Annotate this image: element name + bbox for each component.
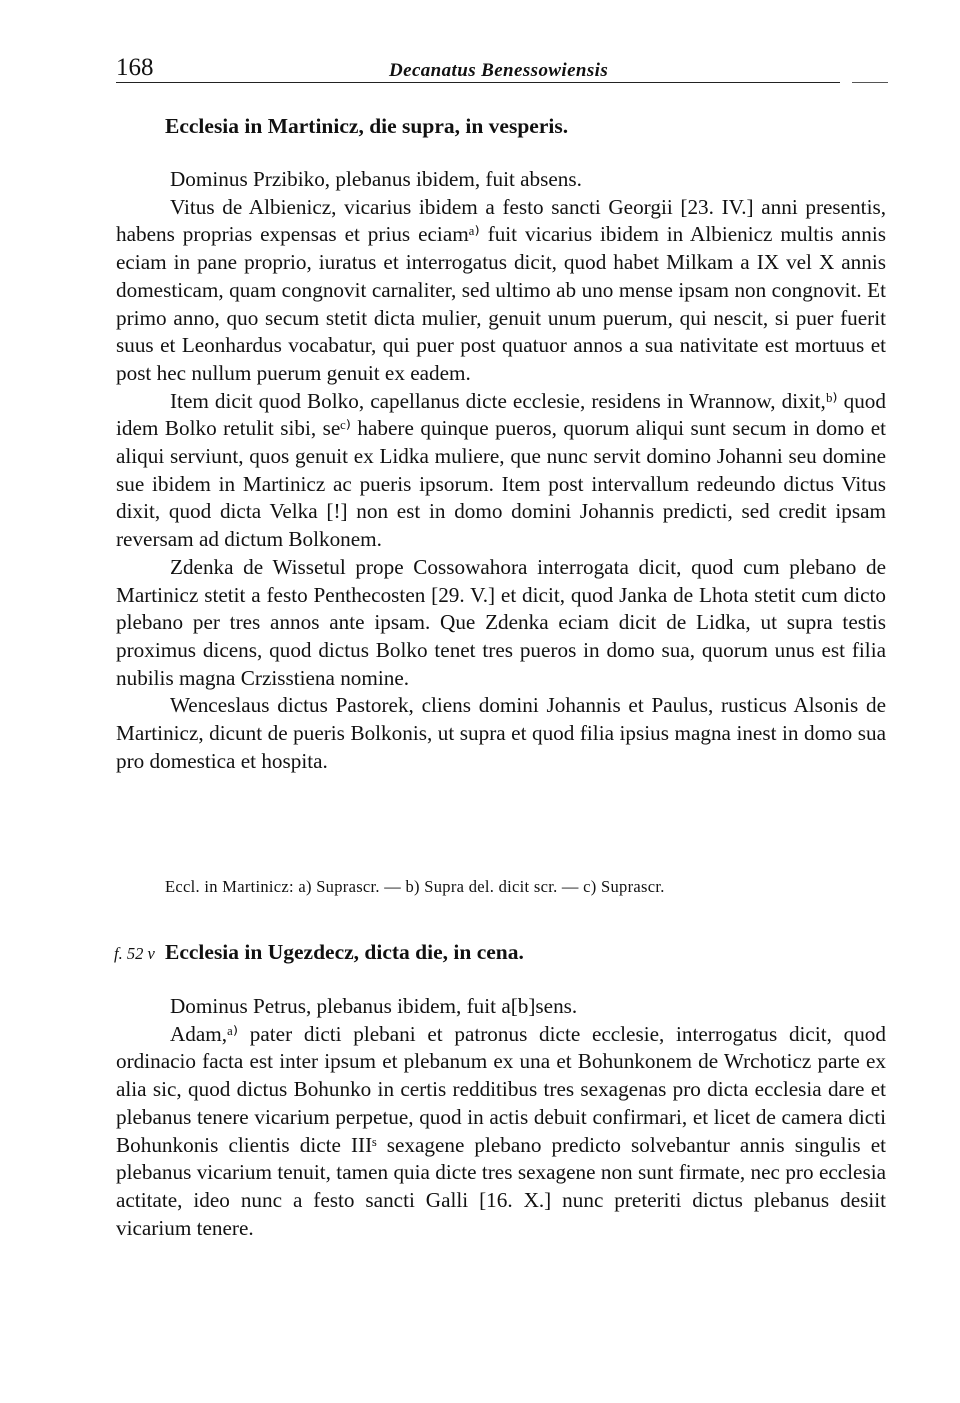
running-title: Decanatus Benessowiensis: [389, 60, 609, 81]
folio-margin-reference: f. 52 v: [114, 944, 155, 963]
header-rule: [116, 82, 840, 83]
section-heading-martinicz: Ecclesia in Martinicz, die supra, in vesperis.: [165, 114, 569, 138]
header-rule-tail: [852, 82, 888, 83]
footnote-apparatus: Eccl. in Martinicz: a) Suprascr. — b) Supra del. dicit scr. — c) Suprascr.: [165, 877, 665, 896]
paragraph: Adam,ᵃ⁾ pater dicti plebani et patronus dicte ecclesie, interrogatus dicit, quod ordinacio facta est inter ipsum et plebanum ex una et Bohunkonem de Wrchoticz parte ex alia sic, quod dictus Bohunko in certis redditibus tres sexagenas pro dicta ecclesia dare et plebanus tenere vicarium perpetue, quod in actis debuit confirmari, et licet de camera dicti Bohunkonis clientis dicte IIIˢ sexagene plebano predicto solvebantur annis singulis et plebanus vicarium tenuit, tamen quia dicte tres sexagene non sunt firmate, nec pro ecclesia actitate, ideo nunc a festo sancti Galli [16. X.] nunc preteriti dictus plebanus desiit vicarium tenere.: [116, 1021, 886, 1240]
paragraph: Vitus de Albienicz, vicarius ibidem a festo sancti Georgii [23. IV.] anni presentis, habens proprias expensas et prius eciamᵃ⁾ fuit vicarius ibidem in Albienicz multis annis eciam in pane proprio, iuratus et interrogatus dicit, quod habet Milkam a IX vel X annis domesticam, quam congnovit carnaliter, sed ultimo ab uno mense ipsam non congnovit. Et primo anno, quo secum stetit dicta mulier, genuit unum puerum, qui nescit, si puer fuerit suus et Leonhardus vocabatur, qui puer post quatuor annos a sua nativitate est mortuus et post hec nullum puerum genuit ex eadem.: [116, 194, 886, 385]
page-number: 168: [116, 54, 154, 81]
paragraph: Zdenka de Wissetul prope Cossowahora interrogata dicit, quod cum plebano de Martinicz stetit a festo Penthecosten [29. V.] et dicit, quod Janka de Lhota stetit cum dicto plebano per tres annos ante ipsam. Que Zdenka eciam dicit de Lidka, ut supra testis proximus dicens, quod dictus Bolko tenet tres pueros in domo sua, quorum unus est filia nubilis magna Crzisstiena nomine.: [116, 554, 886, 690]
paragraph: Dominus Petrus, plebanus ibidem, fuit a[b]sens.: [170, 994, 578, 1018]
section-body-ugezdecz: [116, 993, 886, 1242]
section-heading-ugezdecz: Ecclesia in Ugezdecz, dicta die, in cena.: [165, 940, 524, 964]
paragraph: Dominus Przibiko, plebanus ibidem, fuit absens.: [170, 167, 582, 191]
section-body-martinicz: [116, 166, 886, 775]
paragraph: Item dicit quod Bolko, capellanus dicte ecclesie, residens in Wrannow, dixit,ᵇ⁾ quod idem Bolko retulit sibi, seᶜ⁾ habere quinque pueros, quorum aliqui sunt secum in domo et aliqui serviunt, quos genuit ex Lidka muliere, que nunc servit domino Johanni seu domine sue ibidem in Martinicz ac pueris ipsorum. Item post intervallum redeundo dictus Vitus dixit, quod dicta Velka [!] non est in domo domini Johannis predicti, sed credit ipsam reversam ad dictum Bolkonem.: [116, 388, 886, 552]
paragraph: Wenceslaus dictus Pastorek, cliens domini Johannis et Paulus, rusticus Alsonis de Martinicz, dicunt de pueris Bolkonis, ut supra et quod filia ipsius magna inest in domo sua pro domestica et hospita.: [116, 693, 886, 773]
